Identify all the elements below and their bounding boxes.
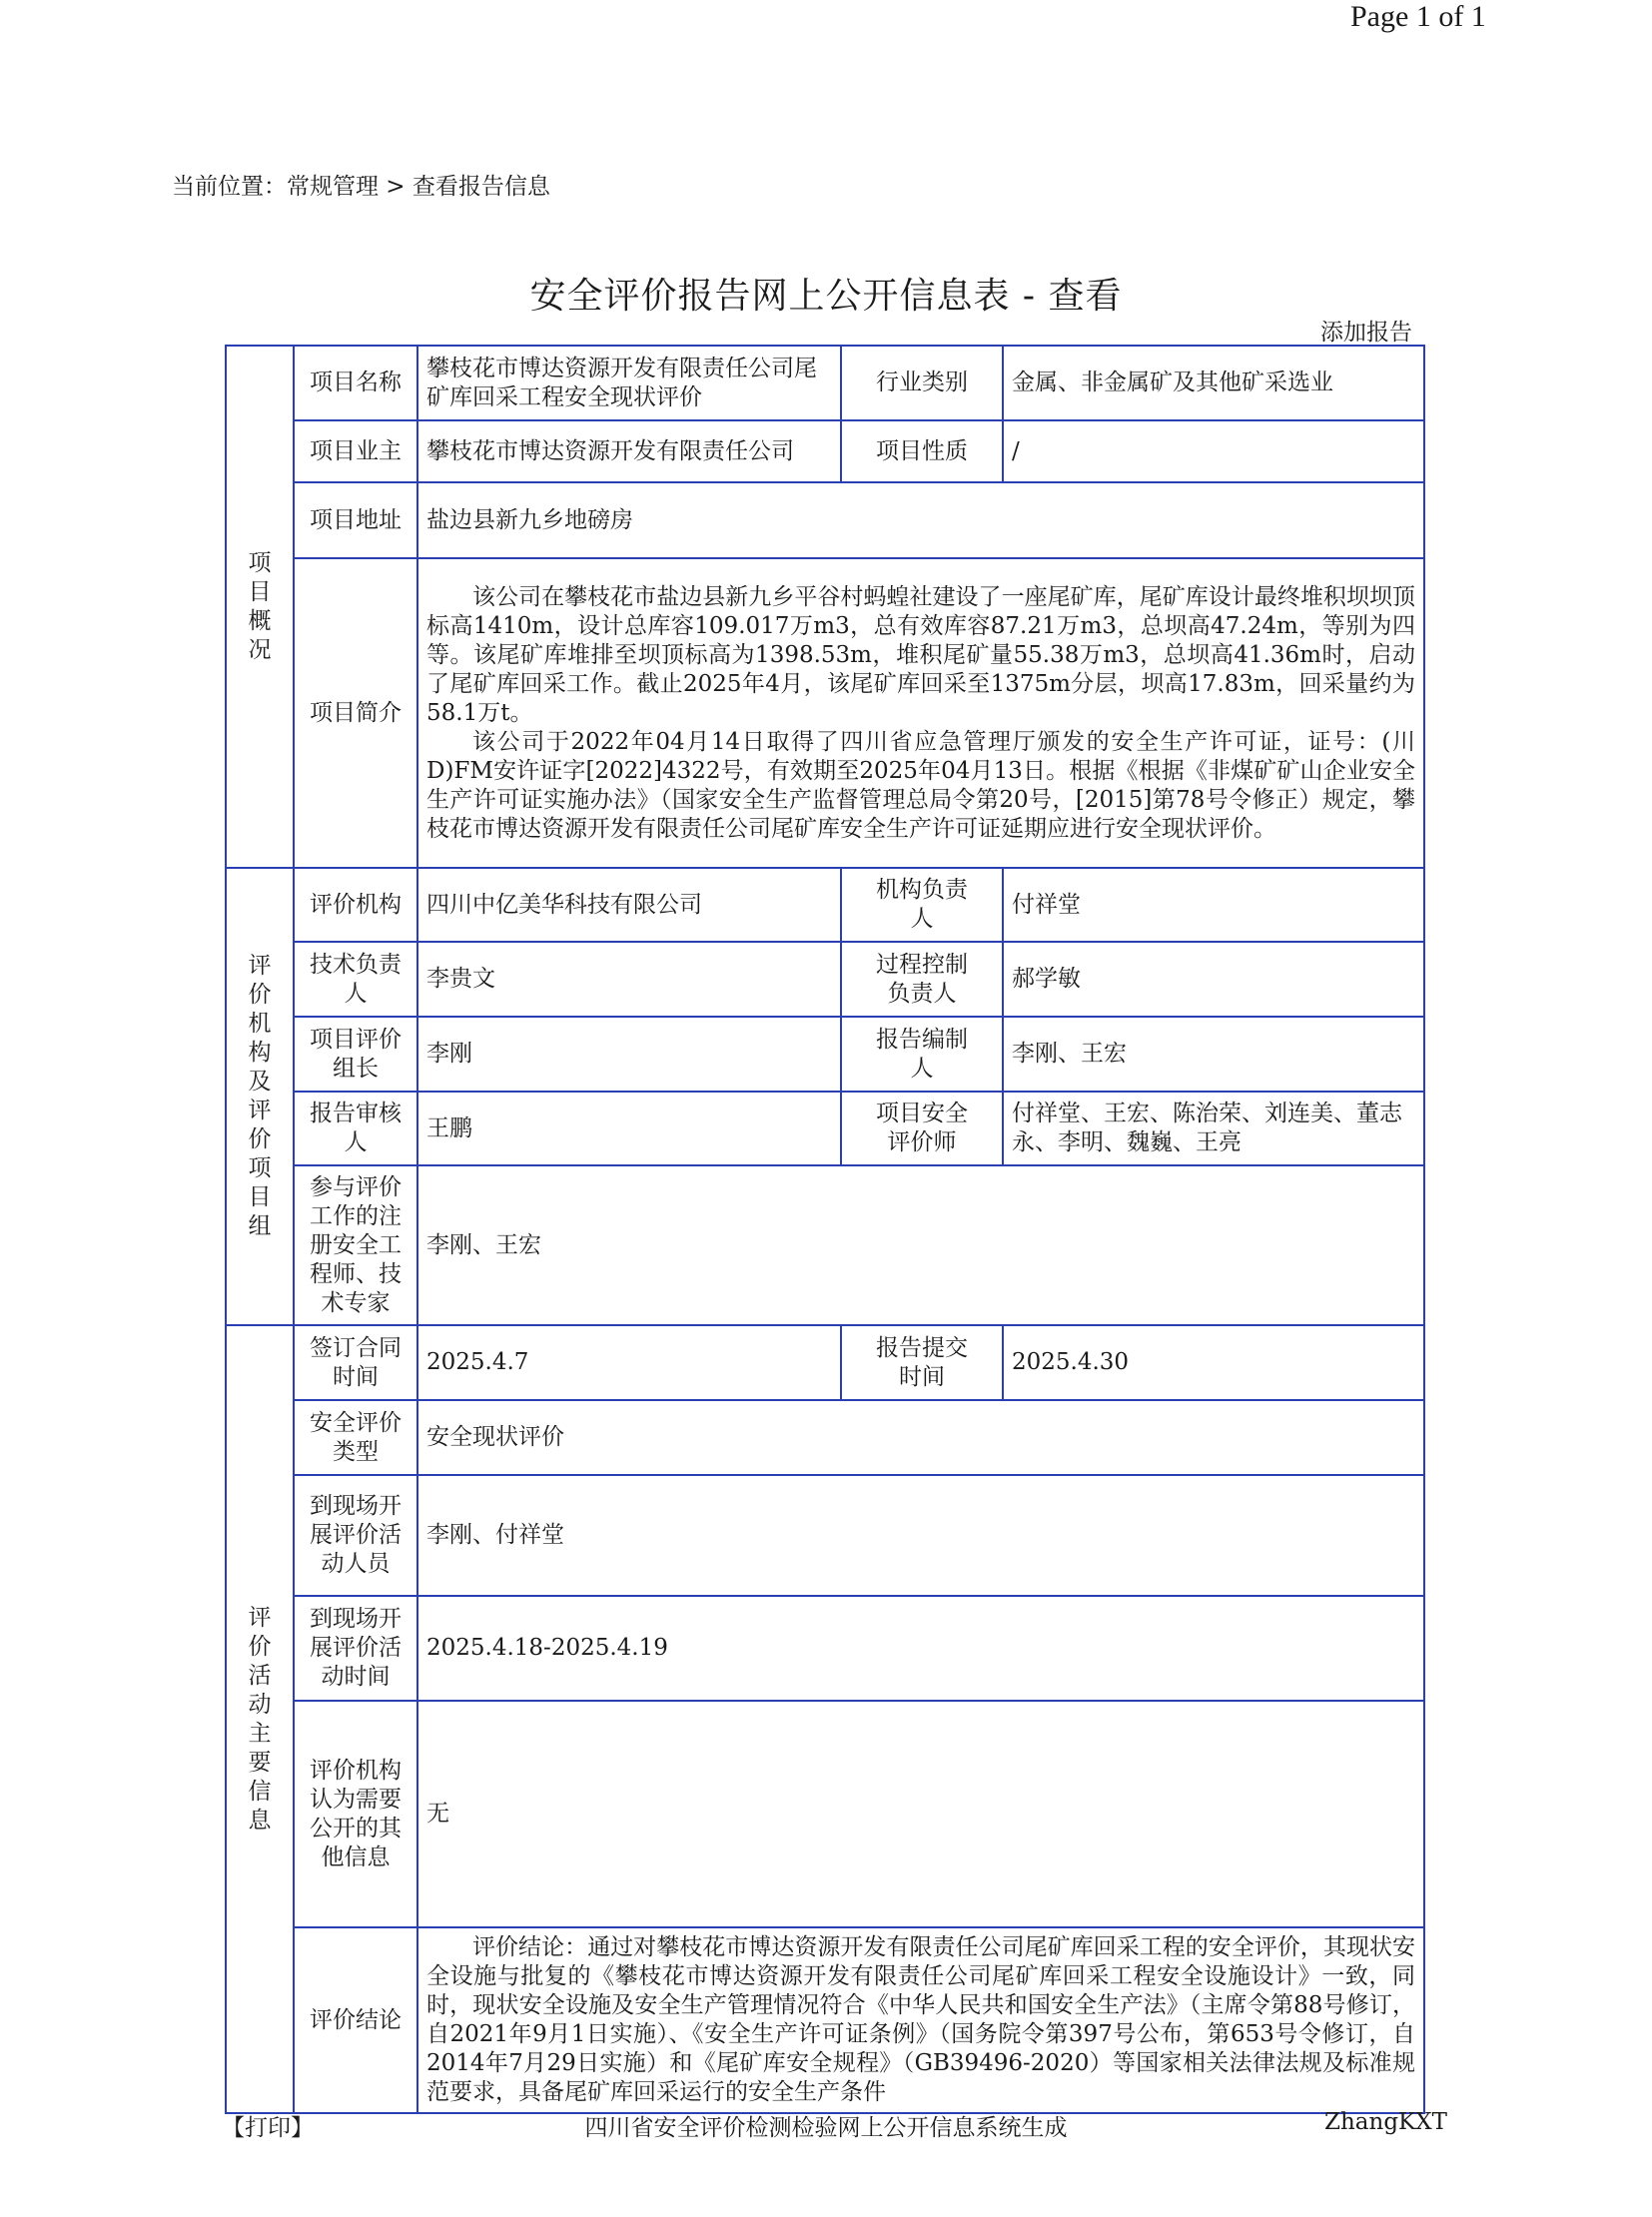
engineers-label: 参与评价工作的注册安全工程师、技术专家 [294, 1165, 417, 1325]
print-button[interactable]: 【打印】 [222, 2115, 314, 2141]
eval-type-value: 安全现状评价 [417, 1400, 1424, 1475]
intro-paragraph-1: 该公司在攀枝花市盐边县新九乡平谷村蚂蝗社建设了一座尾矿库，尾矿库设计最终堆积坝坝顶标高1410m，设计总库容109.017万m3，总有效库容87.21万m3，总坝高47.24m，等别为四等。该尾矿库堆排至坝顶标高为1398.53m，堆积尾矿量55.38万m3，总坝高41.36m时，启动了尾矿库回采工作。截止2025年4月，该尾矿库回采至1375m分层，坝高17.83m，回采量约为58.1万t。 [426, 583, 1415, 726]
team-leader-value: 李刚 [417, 1017, 841, 1092]
intro-value [417, 558, 1424, 868]
eval-type-label: 安全评价类型 [294, 1400, 417, 1475]
tech-lead-label: 技术负责人 [294, 942, 417, 1017]
section-activity: 评价活动主要信息 [226, 1325, 294, 2113]
breadcrumb: 当前位置：常规管理 > 查看报告信息 [172, 174, 550, 200]
reviewer-label: 报告审核人 [294, 1092, 417, 1165]
submit-date-value: 2025.4.30 [1003, 1325, 1424, 1400]
onsite-time-value: 2025.4.18-2025.4.19 [417, 1596, 1424, 1701]
conclusion-label: 评价结论 [294, 1927, 417, 2113]
process-lead-label: 过程控制负责人 [841, 942, 1003, 1017]
industry-label: 行业类别 [841, 346, 1003, 420]
agency-head-label: 机构负责人 [841, 868, 1003, 942]
agency-head-value: 付祥堂 [1003, 868, 1424, 942]
team-leader-label: 项目评价组长 [294, 1017, 417, 1092]
intro-label: 项目简介 [294, 558, 417, 868]
section-overview: 项目概况 [226, 346, 294, 868]
section-org: 评价机构及评价项目组 [226, 868, 294, 1325]
project-name-label: 项目名称 [294, 346, 417, 420]
engineers-value: 李刚、王宏 [417, 1165, 1424, 1325]
industry-value: 金属、非金属矿及其他矿采选业 [1003, 346, 1424, 420]
process-lead-value: 郝学敏 [1003, 942, 1424, 1017]
owner-label: 项目业主 [294, 420, 417, 482]
conclusion-value: 评价结论：通过对攀枝花市博达资源开发有限责任公司尾矿库回采工程的安全评价，其现状安全设施与批复的《攀枝花市博达资源开发有限责任公司尾矿库回采工程安全设施设计》一致，同时，现状安全设施及安全生产管理情况符合《中华人民共和国安全生产法》（主席令第88号修订，自2021年9月1日实施）、《安全生产许可证条例》（国务院令第397号公布，第653号令修订，自2014年7月29日实施）和《尾矿库安全规程》（GB39496-2020）等国家相关法律法规及标准规范要求，具备尾矿库回采运行的安全生产条件 [417, 1927, 1424, 2113]
compiler-label: 报告编制人 [841, 1017, 1003, 1092]
other-info-label: 评价机构认为需要公开的其他信息 [294, 1701, 417, 1927]
agency-value: 四川中亿美华科技有限公司 [417, 868, 841, 942]
tech-lead-value: 李贵文 [417, 942, 841, 1017]
other-info-value: 无 [417, 1701, 1424, 1927]
onsite-staff-label: 到现场开展评价活动人员 [294, 1475, 417, 1596]
page-number: Page 1 of 1 [1350, 0, 1486, 33]
nature-label: 项目性质 [841, 420, 1003, 482]
assessors-label: 项目安全评价师 [841, 1092, 1003, 1165]
intro-paragraph-2: 该公司于2022年04月14日取得了四川省应急管理厅颁发的安全生产许可证，证号：(川D)FM安许证字[2022]4322号，有效期至2025年04月13日。根据《根据《非煤矿矿山企业安全生产许可证实施办法》（国家安全生产监督管理总局令第20号，[2015]第78号令修正）规定，攀枝花市博达资源开发有限责任公司尾矿库安全生产许可证延期应进行安全现状评价。 [426, 728, 1415, 842]
submit-date-label: 报告提交时间 [841, 1325, 1003, 1400]
onsite-staff-value: 李刚、付祥堂 [417, 1475, 1424, 1596]
report-info-table [225, 345, 1425, 2114]
compiler-value: 李刚、王宏 [1003, 1017, 1424, 1092]
address-value: 盐边县新九乡地磅房 [417, 482, 1424, 558]
assessors-value: 付祥堂、王宏、陈治荣、刘连美、董志永、李明、魏巍、王亮 [1003, 1092, 1424, 1165]
address-label: 项目地址 [294, 482, 417, 558]
contract-date-label: 签订合同时间 [294, 1325, 417, 1400]
owner-value: 攀枝花市博达资源开发有限责任公司 [417, 420, 841, 482]
username: ZhangKXT [1324, 2109, 1447, 2135]
system-footer: 四川省安全评价检测检验网上公开信息系统生成 [584, 2115, 1068, 2141]
agency-label: 评价机构 [294, 868, 417, 942]
add-report-link[interactable]: 添加报告 [1320, 320, 1412, 346]
contract-date-value: 2025.4.7 [417, 1325, 841, 1400]
nature-value: / [1003, 420, 1424, 482]
reviewer-value: 王鹏 [417, 1092, 841, 1165]
onsite-time-label: 到现场开展评价活动时间 [294, 1596, 417, 1701]
project-name-value: 攀枝花市博达资源开发有限责任公司尾矿库回采工程安全现状评价 [417, 346, 841, 420]
page-title: 安全评价报告网上公开信息表 - 查看 [529, 276, 1123, 317]
